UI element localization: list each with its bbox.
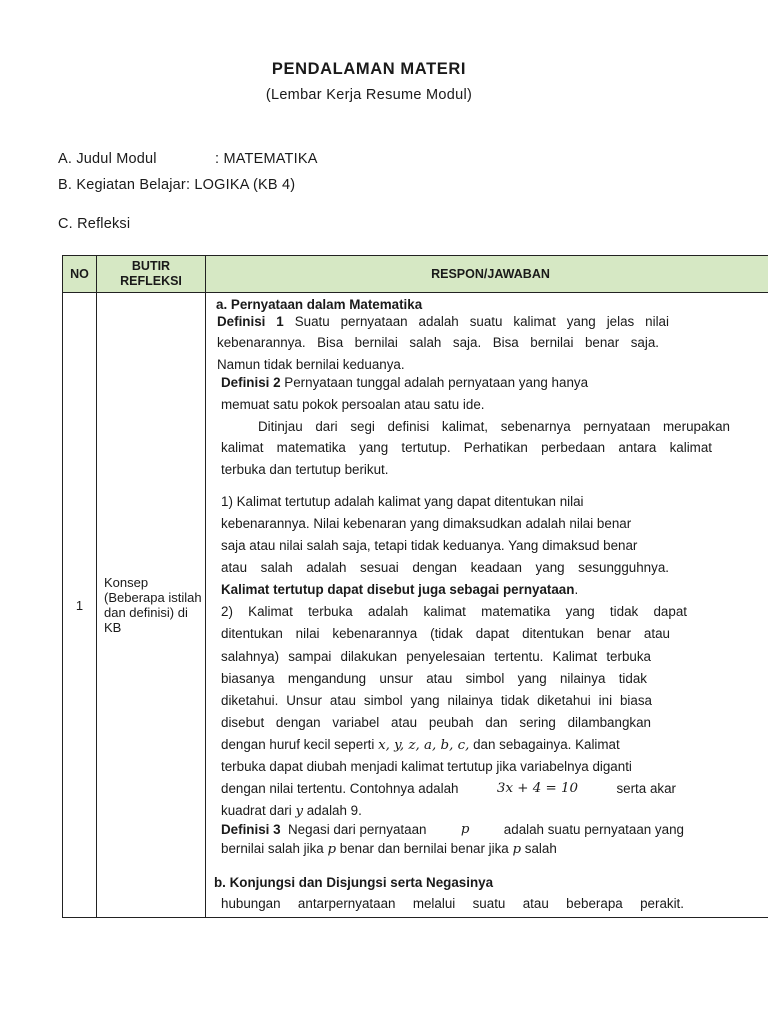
- table-header-row: [63, 256, 768, 293]
- row-no: 1: [63, 293, 97, 918]
- meta-judul-modul: [58, 151, 318, 167]
- p1-line2: kalimat matematika yang tertutup. Perhatikan perbedaan antara kalimat: [221, 440, 712, 455]
- item1-line1: 1) Kalimat tertutup adalah kalimat yang dapat ditentukan nilai: [221, 494, 584, 509]
- meta-refleksi: C. Refleksi: [58, 216, 131, 232]
- page-subtitle: (Lembar Kerja Resume Modul): [265, 87, 473, 103]
- item2-line9: dengan nilai tertentu. Contohnya adalah 3x + 4 = 10 serta akar: [221, 781, 676, 796]
- kegiatan-label: B. Kegiatan Belajar: [58, 177, 186, 193]
- item2-line2: ditentukan nilai kebenarannya (tidak dapat ditentukan benar atau: [221, 626, 670, 641]
- header-butir: BUTIR REFLEKSI: [97, 256, 206, 293]
- def1-line1: Definisi 1 Suatu pernyataan adalah suatu kalimat yang jelas nilai: [217, 314, 669, 329]
- item2-line5: diketahui. Unsur atau simbol yang nilainya tidak diketahui ini biasa: [221, 693, 652, 708]
- kegiatan-value: : LOGIKA (KB 4): [185, 177, 296, 193]
- row-butir: Konsep (Beberapa istilah dan definisi) di KB: [97, 293, 206, 918]
- p1-line3: terbuka dan tertutup berikut.: [221, 462, 389, 477]
- meta-kegiatan-belajar: [58, 177, 295, 193]
- table-row: [63, 293, 768, 918]
- def3-line2: bernilai salah jika p benar dan bernilai benar jika p salah: [221, 841, 557, 857]
- item2-line8: terbuka dapat diubah menjadi kalimat tertutup jika variabelnya diganti: [221, 759, 632, 774]
- header-no: NO: [63, 256, 97, 293]
- header-respon: RESPON/JAWABAN: [206, 256, 768, 293]
- def1-line3: Namun tidak bernilai keduanya.: [217, 357, 405, 372]
- reflection-table: [62, 255, 768, 918]
- item1-line4: atau salah adalah sesuai dengan keadaan yang sesungguhnya.: [221, 560, 669, 575]
- p1-line1: Ditinjau dari segi definisi kalimat, sebenarnya pernyataan merupakan: [258, 419, 730, 434]
- row-response: [206, 293, 768, 918]
- def3-line1: Definisi 3 Negasi dari pernyataan p adalah suatu pernyataan yang: [221, 822, 684, 837]
- item2-line7: dengan huruf kecil seperti x, y, z, a, b, c, dan sebagainya. Kalimat: [221, 737, 620, 753]
- page-title: PENDALAMAN MATERI: [271, 60, 467, 78]
- b-line1: hubungan antarpernyataan melalui suatu atau beberapa perakit.: [221, 896, 684, 911]
- item1-bold: Kalimat tertutup dapat disebut juga sebagai pernyataan.: [221, 582, 579, 597]
- section-a-title: a. Pernyataan dalam Matematika: [216, 297, 423, 312]
- item2-line3: salahnya) sampai dilakukan penyelesaian tertentu. Kalimat terbuka: [221, 649, 651, 664]
- def2-line2: memuat satu pokok persoalan atau satu ide.: [221, 397, 485, 412]
- def1-line2: kebenarannya. Bisa bernilai salah saja. Bisa bernilai benar saja.: [217, 335, 659, 350]
- item2-line1: 2) Kalimat terbuka adalah kalimat matematika yang tidak dapat: [221, 604, 687, 619]
- section-b-title: b. Konjungsi dan Disjungsi serta Negasinya: [214, 875, 494, 890]
- item1-line3: saja atau nilai salah saja, tetapi tidak keduanya. Yang dimaksud benar: [221, 538, 638, 553]
- item2-line4: biasanya mengandung unsur atau simbol yang nilainya tidak: [221, 671, 647, 686]
- judul-value: : MATEMATIKA: [215, 151, 318, 167]
- item2-line6: disebut dengan variabel atau peubah dan sering dilambangkan: [221, 715, 651, 730]
- def2-line1: Definisi 2 Pernyataan tunggal adalah pernyataan yang hanya: [221, 375, 589, 390]
- item1-line2: kebenarannya. Nilai kebenaran yang dimaksudkan adalah nilai benar: [221, 516, 632, 531]
- judul-label: A. Judul Modul: [58, 151, 157, 167]
- item2-line10: kuadrat dari y adalah 9.: [221, 803, 362, 819]
